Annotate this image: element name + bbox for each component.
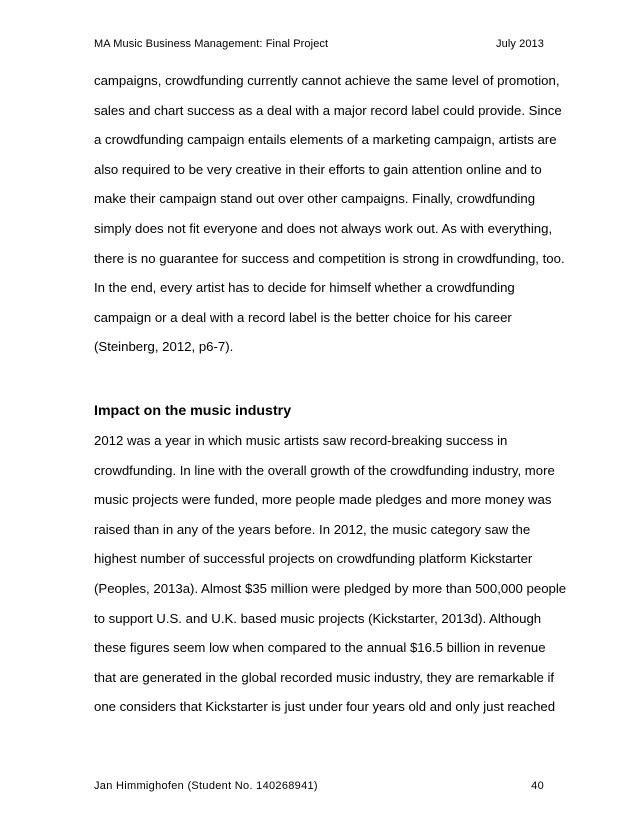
text-line: raised than in any of the years before. In 2012, the music category saw the — [94, 521, 531, 537]
text-line: also required to be very creative in their efforts to gain attention online and to — [94, 161, 542, 177]
section-heading: Impact on the music industry — [94, 403, 292, 419]
text-line: that are generated in the global recorded music industry, they are remarkable if — [94, 669, 555, 685]
running-footer — [94, 780, 544, 792]
header-date: July 2013 — [496, 38, 544, 50]
text-line: highest number of successful projects on crowdfunding platform Kickstarter — [94, 551, 533, 567]
text-line: to support U.S. and U.K. based music projects (Kickstarter, 2013d). Although — [94, 610, 542, 626]
text-line: crowdfunding. In line with the overall growth of the crowdfunding industry, more — [94, 462, 555, 478]
header-title: MA Music Business Management: Final Project — [94, 38, 329, 50]
paragraph-continued — [94, 66, 565, 362]
page-number: 40 — [531, 780, 544, 792]
text-line: there is no guarantee for success and competition is strong in crowdfunding, too. — [94, 250, 565, 266]
text-line: simply does not fit everyone and does not always work out. As with everything, — [94, 220, 553, 236]
paragraph-impact — [94, 426, 567, 722]
footer-author: Jan Himmighofen (Student No. 140268941) — [94, 780, 318, 792]
text-line: campaign or a deal with a record label is the better choice for his career — [94, 309, 512, 325]
text-line: music projects were funded, more people made pledges and more money was — [94, 492, 552, 508]
text-line: these figures seem low when compared to the annual $16.5 billion in revenue — [94, 640, 546, 656]
text-line: make their campaign stand out over other campaigns. Finally, crowdfunding — [94, 191, 536, 207]
text-line: In the end, every artist has to decide for himself whether a crowdfunding — [94, 280, 515, 296]
text-line: (Steinberg, 2012, p6-7). — [94, 339, 234, 355]
text-line: 2012 was a year in which music artists saw record-breaking success in — [94, 433, 508, 448]
running-header — [94, 38, 544, 50]
text-line: campaigns, crowdfunding currently cannot achieve the same level of promotion, — [94, 73, 560, 88]
text-line: sales and chart success as a deal with a major record label could provide. Since — [94, 102, 562, 118]
text-line: a crowdfunding campaign entails elements of a marketing campaign, artists are — [94, 132, 557, 148]
text-line: (Peoples, 2013a). Almost $35 million were pledged by more than 500,000 people — [94, 580, 567, 596]
text-line: one considers that Kickstarter is just under four years old and only just reached — [94, 699, 556, 715]
